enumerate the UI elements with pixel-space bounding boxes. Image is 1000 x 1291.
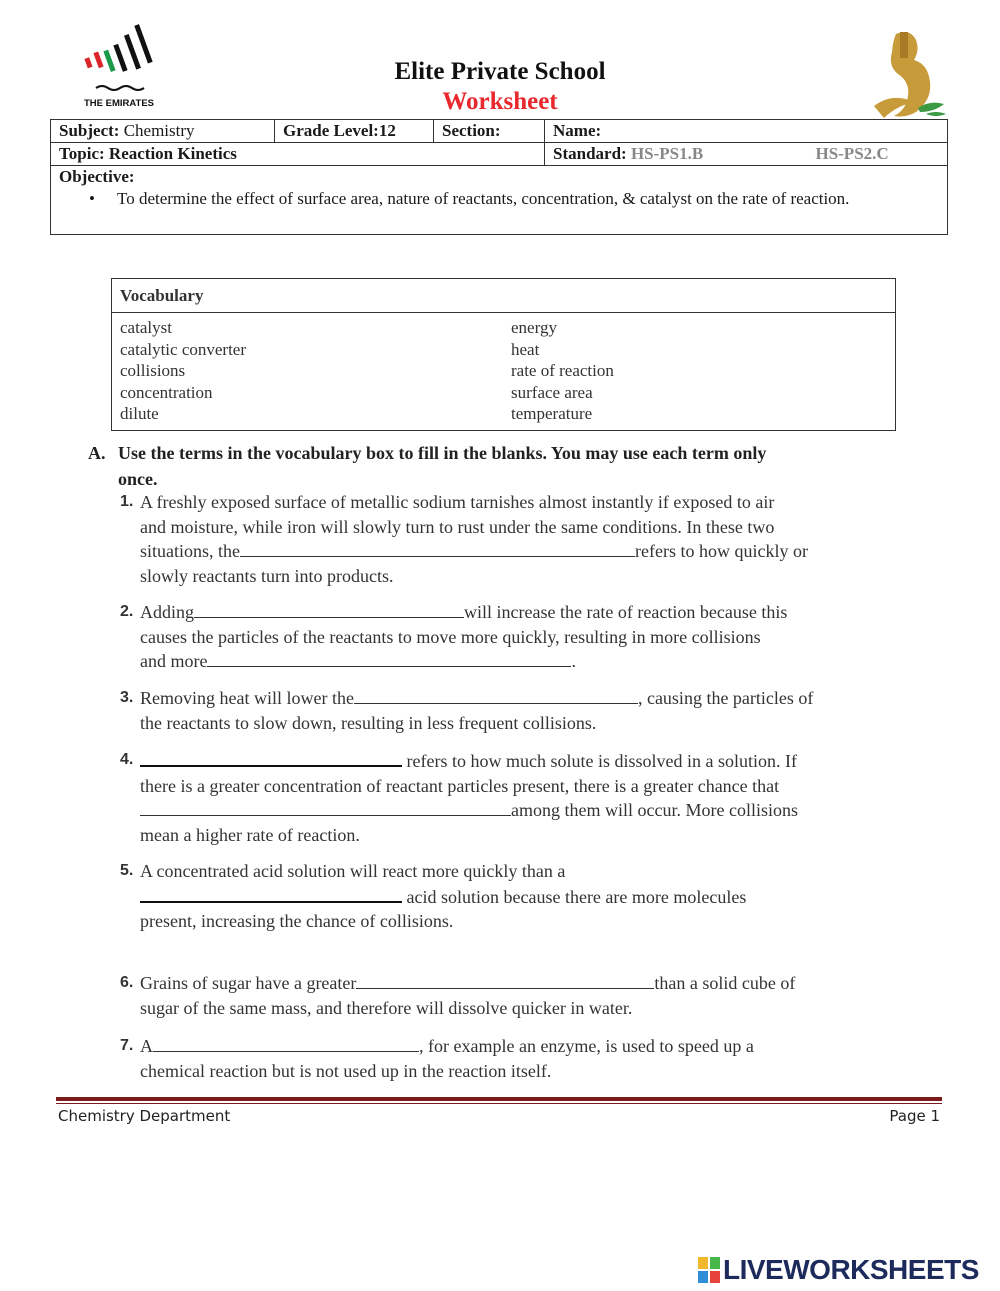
subject-label: Subject: — [59, 121, 120, 140]
answer-blank-4b[interactable] — [140, 798, 511, 816]
bullet-icon: • — [89, 189, 95, 208]
section-field[interactable]: Section: — [434, 120, 545, 143]
standard-label: Standard: — [553, 144, 627, 163]
subject-cell — [51, 120, 275, 143]
question-text: and moisture, while iron will slowly turn to rust under the same conditions. In these two — [140, 516, 775, 537]
instruction-line-1: Use the terms in the vocabulary box to fill in the blanks. You may use each term only — [118, 443, 767, 463]
footer-page-number: Page 1 — [889, 1107, 940, 1125]
school-name: Elite Private School — [394, 58, 606, 85]
standard-code-1: HS-PS1.B — [630, 144, 704, 163]
question-5 — [120, 859, 860, 934]
vocab-term: concentration — [120, 382, 213, 402]
vocabulary-column-right — [511, 317, 614, 425]
objective-text: To determine the effect of surface area, nature of reactants, concentration, & catalyst on the rate of reaction. — [117, 189, 850, 208]
vocab-term: surface area — [511, 382, 593, 402]
liveworksheets-brand[interactable] — [698, 1254, 979, 1286]
vocab-term: catalyst — [120, 318, 172, 337]
question-text: refers to how much solute is dissolved in a solution. If — [406, 751, 797, 771]
footer-rule-thin — [56, 1103, 942, 1104]
question-text: refers to how quickly or — [635, 541, 808, 562]
vocab-term: energy — [511, 318, 557, 337]
section-label: A. — [88, 443, 106, 463]
objective-item — [59, 188, 939, 210]
section-a-instructions — [88, 440, 848, 492]
question-text: Grains of sugar have a greater — [140, 973, 357, 993]
question-7 — [120, 1034, 860, 1083]
question-number: 1. — [120, 493, 134, 510]
vocab-term: catalytic converter — [120, 339, 247, 359]
vocabulary-title: Vocabulary — [112, 279, 895, 313]
question-text: A — [140, 1036, 153, 1056]
vocab-term: collisions — [120, 361, 186, 381]
question-number: 7. — [120, 1037, 134, 1054]
worksheet-title: Worksheet — [442, 88, 558, 115]
question-text: acid solution because there are more molecules — [406, 886, 747, 907]
liveworksheets-wordmark: LIVEWORKSHEETS — [723, 1254, 979, 1285]
question-text: and more — [140, 651, 208, 672]
vocab-term: heat — [511, 339, 540, 359]
question-text: Removing heat will lower the — [140, 688, 354, 708]
question-text: chemical reaction but is not used up in the reaction itself. — [140, 1060, 552, 1081]
question-1 — [120, 490, 860, 589]
answer-blank-6[interactable] — [356, 971, 654, 989]
question-text: slowly reactants turn into products. — [140, 566, 394, 587]
logo-caption: THE EMIRATES — [84, 98, 155, 109]
question-text: than a solid cube of — [654, 973, 796, 993]
question-text: among them will occur. More collisions — [511, 800, 798, 821]
objective-cell — [51, 166, 948, 235]
footer-rule — [56, 1097, 942, 1101]
question-4 — [120, 748, 860, 848]
question-6 — [120, 971, 860, 1020]
question-text: , causing the particles of — [637, 688, 814, 708]
grade-level: Grade Level:12 — [275, 120, 434, 143]
subject-value: Chemistry — [123, 121, 195, 140]
question-text: there is a greater concentration of reactant particles present, there is a greater chance that — [140, 775, 780, 796]
question-text: A concentrated acid solution will react more quickly than a — [140, 861, 566, 881]
question-text: the reactants to slow down, resulting in less frequent collisions. — [140, 712, 597, 733]
vocab-term: rate of reaction — [511, 361, 614, 381]
question-number: 4. — [120, 751, 134, 768]
question-text: causes the particles of the reactants to move more quickly, resulting in more collisions — [140, 626, 761, 647]
vocab-term: dilute — [120, 404, 159, 424]
standard-cell — [545, 143, 948, 166]
objective-label: Objective: — [59, 167, 135, 186]
question-text: sugar of the same mass, and therefore will dissolve quicker in water. — [140, 997, 633, 1018]
question-2 — [120, 600, 860, 674]
question-text: situations, the — [140, 541, 240, 562]
standard-code-2: HS-PS2.C — [815, 144, 889, 163]
answer-blank-2b[interactable] — [207, 649, 571, 667]
question-text: A freshly exposed surface of metallic sodium tarnishes almost instantly if exposed to air — [140, 492, 775, 512]
school-crest-logo — [866, 28, 952, 120]
answer-blank-5[interactable] — [140, 884, 402, 903]
question-text: present, increasing the chance of collisions. — [140, 911, 454, 932]
question-text: , for example an enzyme, is used to speed up a — [419, 1036, 754, 1056]
answer-blank-3[interactable] — [354, 686, 638, 704]
question-number: 2. — [120, 603, 134, 620]
footer-department: Chemistry Department — [58, 1107, 231, 1125]
question-text: . — [571, 651, 576, 672]
question-text: mean a higher rate of reaction. — [140, 825, 360, 846]
name-field[interactable]: Name: — [545, 120, 948, 143]
liveworksheets-icon — [698, 1257, 720, 1283]
vocab-term: temperature — [511, 404, 593, 424]
question-number: 6. — [120, 974, 134, 991]
question-number: 5. — [120, 862, 134, 879]
vocabulary-column-left — [120, 317, 246, 425]
answer-blank-4a[interactable] — [140, 748, 402, 767]
question-3 — [120, 686, 860, 735]
question-text: Adding — [140, 602, 194, 622]
answer-blank-2a[interactable] — [194, 600, 464, 618]
answer-blank-7[interactable] — [153, 1034, 419, 1052]
question-text: will increase the rate of reaction because this — [464, 602, 788, 622]
worksheet-info-table — [50, 119, 948, 235]
vocabulary-box — [111, 278, 896, 431]
question-number: 3. — [120, 689, 134, 706]
topic: Topic: Reaction Kinetics — [51, 143, 545, 166]
instruction-line-2: once. — [118, 469, 158, 489]
answer-blank-1[interactable] — [240, 539, 635, 557]
